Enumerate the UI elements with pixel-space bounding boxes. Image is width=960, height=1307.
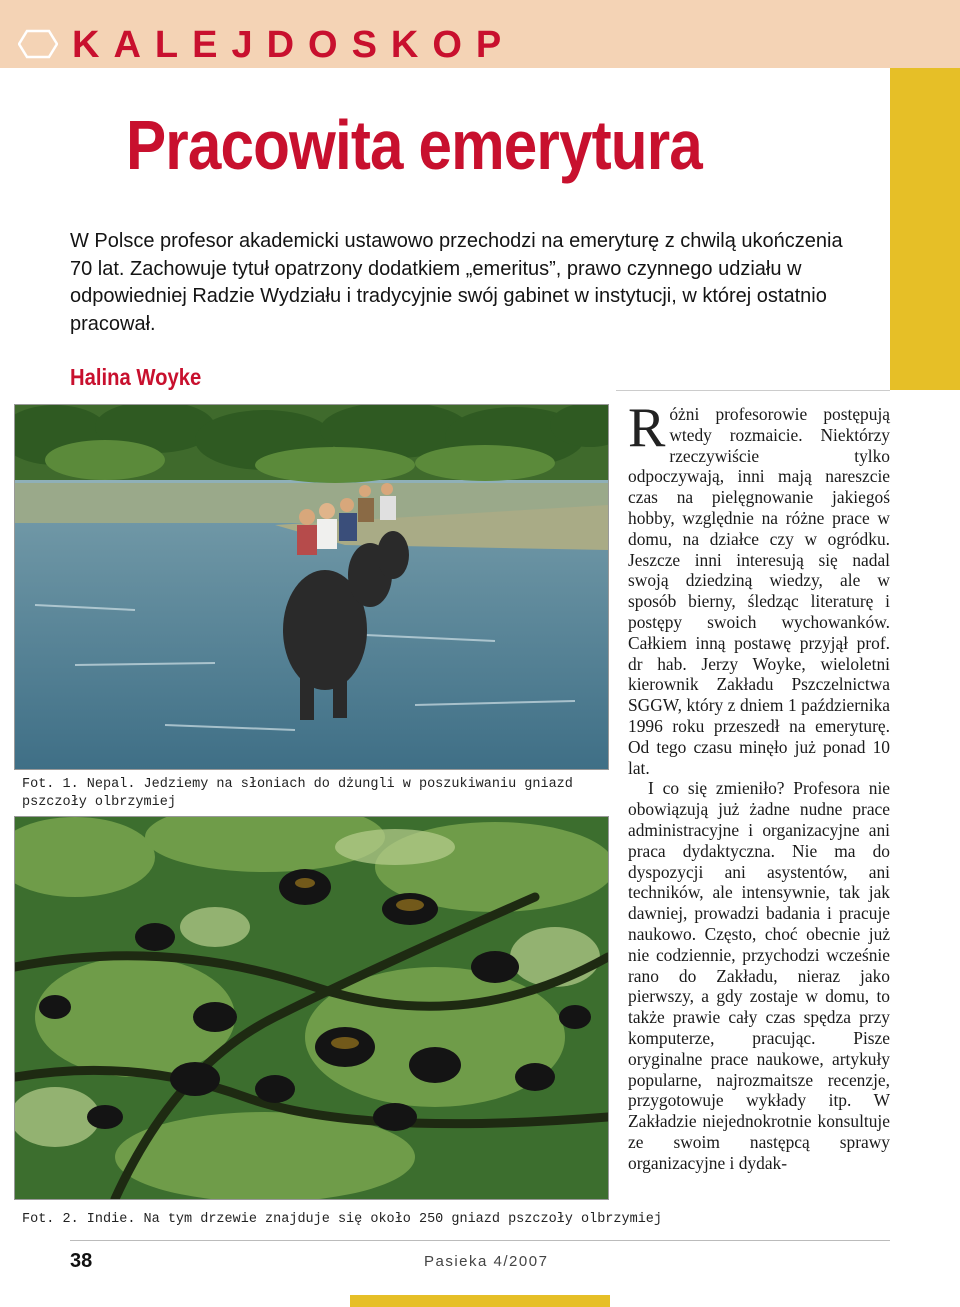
article-lead: W Polsce profesor akademicki ustawowo przechodzi na emeryturę z chwilą ukończenia 70 lat. Zachowuje tytuł opatrzony dodatkiem „emeritus”, prawo czynnego udziału w odpowiedniej Radzie Wydziału i tradycyjnie swój gabinet w instytucji, w której ostatnio pracował. xyxy=(70,230,843,335)
body-paragraph-1 xyxy=(628,397,890,778)
section-label: KALEJDOSKOP xyxy=(72,24,516,66)
paragraph1-text: óżni profesorowie postępują wtedy rozmaicie. Niektórzy rzeczywiście tylko odpoczywają, inni mają nareszcie czas na pielęgnowanie jakiegoś hobby, względnie na różne prace w domu, na działce czy w ogródku. Jeszcze inni interesują się nadal swoją dziedziną wiedzy, ale w sposób bierny, śledząc literaturę i postępy swoich wychowanków. Całkiem inną postawę przyjął prof. dr hab. Jerzy Woyke, wieloletni kierownik Zakładu Pszczelnictwa SGGW, który z dniem 1 października 1996 roku przeszedł na emeryturę. Od tego czasu minęło już ponad 10 lat. xyxy=(628,404,890,778)
footer-rule xyxy=(70,1240,890,1241)
author-name: Halina Woyke xyxy=(70,364,202,390)
hexagon-icon xyxy=(18,29,58,59)
drop-cap: R xyxy=(628,397,666,459)
article-title: Pracowita emerytura xyxy=(126,106,702,184)
accent-bar xyxy=(890,68,960,390)
magazine-issue: Pasieka 4/2007 xyxy=(424,1253,549,1270)
elephant-river-photo xyxy=(14,404,609,770)
page-number: 38 xyxy=(70,1250,93,1272)
photo2-caption: Fot. 2. Indie. Na tym drzewie znajduje się około 250 gniazd pszczoły olbrzymiej xyxy=(22,1212,663,1227)
bee-nest-tree-photo xyxy=(14,816,609,1200)
article-body xyxy=(628,397,890,1173)
photo1-caption: Fot. 1. Nepal. Jedziemy na słoniach do dżungli w poszukiwaniu gniazd pszczoły olbrzymiej xyxy=(22,777,573,810)
footer-accent-bar xyxy=(350,1295,610,1307)
body-paragraph-2: I co się zmieniło? Profesora nie obowiązują już żadne nudne prace administracyjne i organizacyjne ani praca dydaktyczna. Nie ma do dyspozycji ani asystentów, ani techników, ale intensywnie, tak jak dawniej, prowadzi badania i pracuje naukowo. Często, choć obecnie już nie codziennie, przychodzi wcześnie rano do Zakładu, nieraz jako pierwszy, a gdy zostaje w domu, to także prawie cały czas spędza przy komputerze, pracując. Pisze oryginalne prace naukowe, artykuły popularne, najrozmaitsze recenzje, przygotowuje wykłady itp. W Zakładzie niejednokrotnie konsultuje ze swoim następcą sprawy organizacyjne i dydak- xyxy=(628,778,890,1173)
column-divider xyxy=(616,390,890,391)
